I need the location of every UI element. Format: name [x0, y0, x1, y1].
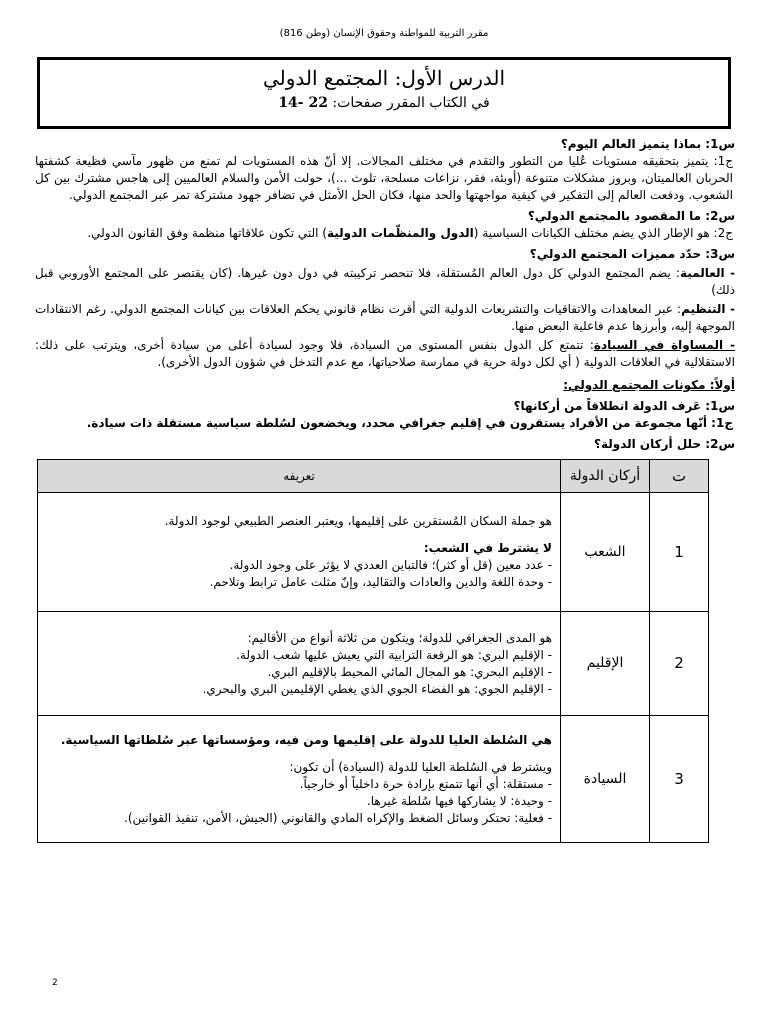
row-definition: [38, 612, 561, 716]
row-pillar: السيادة: [561, 716, 650, 843]
answer-2: [35, 225, 735, 242]
pages-range: 14- 22: [278, 95, 328, 111]
definition-line: لا يشترط في الشعب:: [423, 541, 552, 555]
answer-2-bold: الدول والمنظّمات الدولية: [326, 226, 474, 240]
feature-label: - المساواة في السيادة: [593, 338, 735, 352]
header-definition: تعريفه: [38, 460, 561, 493]
row-definition: [38, 716, 561, 843]
definition-line: - الإقليم البحري: هو المجال المائي المحيط بالإقليم البري.: [267, 664, 552, 679]
table-row: [38, 716, 709, 843]
question-3: س3: حدّد مميزات المجتمع الدولي؟: [529, 247, 735, 261]
question-2: س2: ما المقصود بالمجتمع الدولي؟: [527, 209, 735, 223]
definition-line: - وحدة اللغة والدين والعادات والتقاليد، وإنّ مثلت عامل ترابط وتلاحم.: [209, 575, 552, 589]
page-number: 2: [52, 978, 58, 988]
feature-label: - العالمية: [679, 266, 735, 280]
answer-2-post: ) التي تكون علاقاتها منظمة وفق القانون الدولي.: [87, 226, 327, 240]
feature-label: - التنظيم: [681, 302, 735, 316]
feature-text: : تتمتع كل الدول بنفس المستوى من السيادة، فلا وجود لسيادة أعلى من سيادة أخرى، ويترتب على ذلك: الاستقلالية في العلاقات الدولية ( أي لكل دولة حرية في ممارسة صلاحياتها، مع عدم التدخل في شؤون الدول الأخرى).: [35, 338, 735, 369]
section-title: مكونات المجتمع الدولي:: [563, 378, 706, 392]
definition-line: هو جملة السكان المُستقرين على إقليمها، ويعتبر العنصر الطبيعي لوجود الدولة.: [164, 514, 552, 528]
section-question-2: س2: حلل أركان الدولة؟: [593, 437, 735, 451]
row-pillar: الإقليم: [561, 612, 650, 716]
row-definition: [38, 493, 561, 612]
definition-line: - الإقليم الجوي: هو الفضاء الجوي الذي يغطي الإقليمين البري والبحري.: [202, 681, 552, 696]
definition-line: - عدد معين (قل أو كثر)؛ فالتباين العددي لا يؤثر على وجود الدولة.: [229, 558, 552, 572]
row-number: 3: [650, 716, 709, 843]
definition-line: - فعلية: تحتكر وسائل الضغط والإكراه المادي والقانوني (الجيش، الأمن، تنفيذ القوانين).: [124, 810, 552, 825]
lesson-title: الدرس الأول: المجتمع الدولي: [262, 66, 506, 90]
table-row: [38, 612, 709, 716]
definition-line: - الإقليم البري: هو الرقعة الترابية التي يعيش عليها شعب الدولة.: [236, 647, 552, 662]
state-pillars-table: [37, 459, 709, 843]
page-header: مقرر التربية للمواطنة وحقوق الإنسان (وطن 816): [279, 28, 489, 39]
feature-item: [35, 337, 735, 371]
section-heading: [35, 377, 735, 394]
answer-1: ج1: يتميز بتحقيقه مستويات عُليا من التطور والتقدم في مختلف المجالات. إلا أنّ هذه المستويات لم تمنع من ظهور مآسي فظيعة كشفتها الحربان العالميتان، وبروز مشكلات متنوعة (أوبئة، فقر، نزاعات مسلحة، تلوث ...)، حولت الأمن والسلام العالميين إلى هاجس مشترك بين كل الشعوب. ودفعت العالم إلى التفكير في كيفية مواجهتها والحد منها، فكان الحل الأمثل في تضافر جهود مشتركة تمر عبر المجتمع الدولي.: [35, 154, 733, 202]
feature-item: [35, 301, 735, 335]
definition-line: هو المدى الجغرافي للدولة؛ ويتكون من ثلاثة أنواع من الأقاليم:: [247, 630, 552, 645]
section-question-1: س1: عَرف الدولة انطلاقاً من أركانها؟: [513, 399, 735, 413]
header-number: ت: [650, 460, 709, 493]
row-number: 1: [650, 493, 709, 612]
answer-2-pre: ج2: هو الإطار الذي يضم مختلف الكيانات السياسية (: [473, 226, 733, 240]
feature-text: : عبر المعاهدات والاتفاقيات والتشريعات الدولية التي أقرت نظام قانوني يحكم العلاقات بين كيانات المجتمع الدولي. رغم الانتقادات الموجهة إليه، وأبرزها عدم فاعلية البعض منها.: [35, 302, 735, 333]
definition-line: - مستقلة: أي أنها تتمتع بإرادة حرة داخلياً أو خارجياً.: [299, 776, 552, 791]
feature-text: : يضم المجتمع الدولي كل دول العالم المُستقلة، فلا تنحصر تركيبته في دول دون غيرها. (كان يقتصر على المجتمع الأوروبي قبل ذلك): [35, 266, 735, 297]
lesson-title-box: [37, 57, 731, 129]
table-row: [38, 493, 709, 612]
pages-prefix: في الكتاب المقرر صفحات:: [327, 95, 490, 111]
row-number: 2: [650, 612, 709, 716]
definition-line: - وحيدة: لا يشاركها فيها سُلطة غيرها.: [366, 793, 552, 808]
table-header-row: [38, 460, 709, 493]
definition-line: هي السُلطة العليا للدولة على إقليمها ومن فيه، ومؤسساتها عبر سُلطاتها السياسية.: [60, 732, 552, 747]
feature-item: [35, 265, 735, 299]
lesson-pages: [40, 95, 728, 111]
definition-line: ويشترط في السُلطة العليا للدولة (السيادة) أن تكون:: [289, 759, 552, 774]
section-number: أولاً:: [705, 378, 735, 392]
lesson-content: [35, 132, 735, 843]
row-pillar: الشعب: [561, 493, 650, 612]
section-answer-1: ج1: أنّها مجموعة من الأفراد يستقرون في إقليم جغرافي محدد، ويخضعون لسُلطة سياسية مستقلة ذات سيادة.: [86, 416, 733, 430]
question-1: س1: بماذا يتميز العالم اليوم؟: [560, 137, 735, 151]
header-pillar: أركان الدولة: [561, 460, 650, 493]
